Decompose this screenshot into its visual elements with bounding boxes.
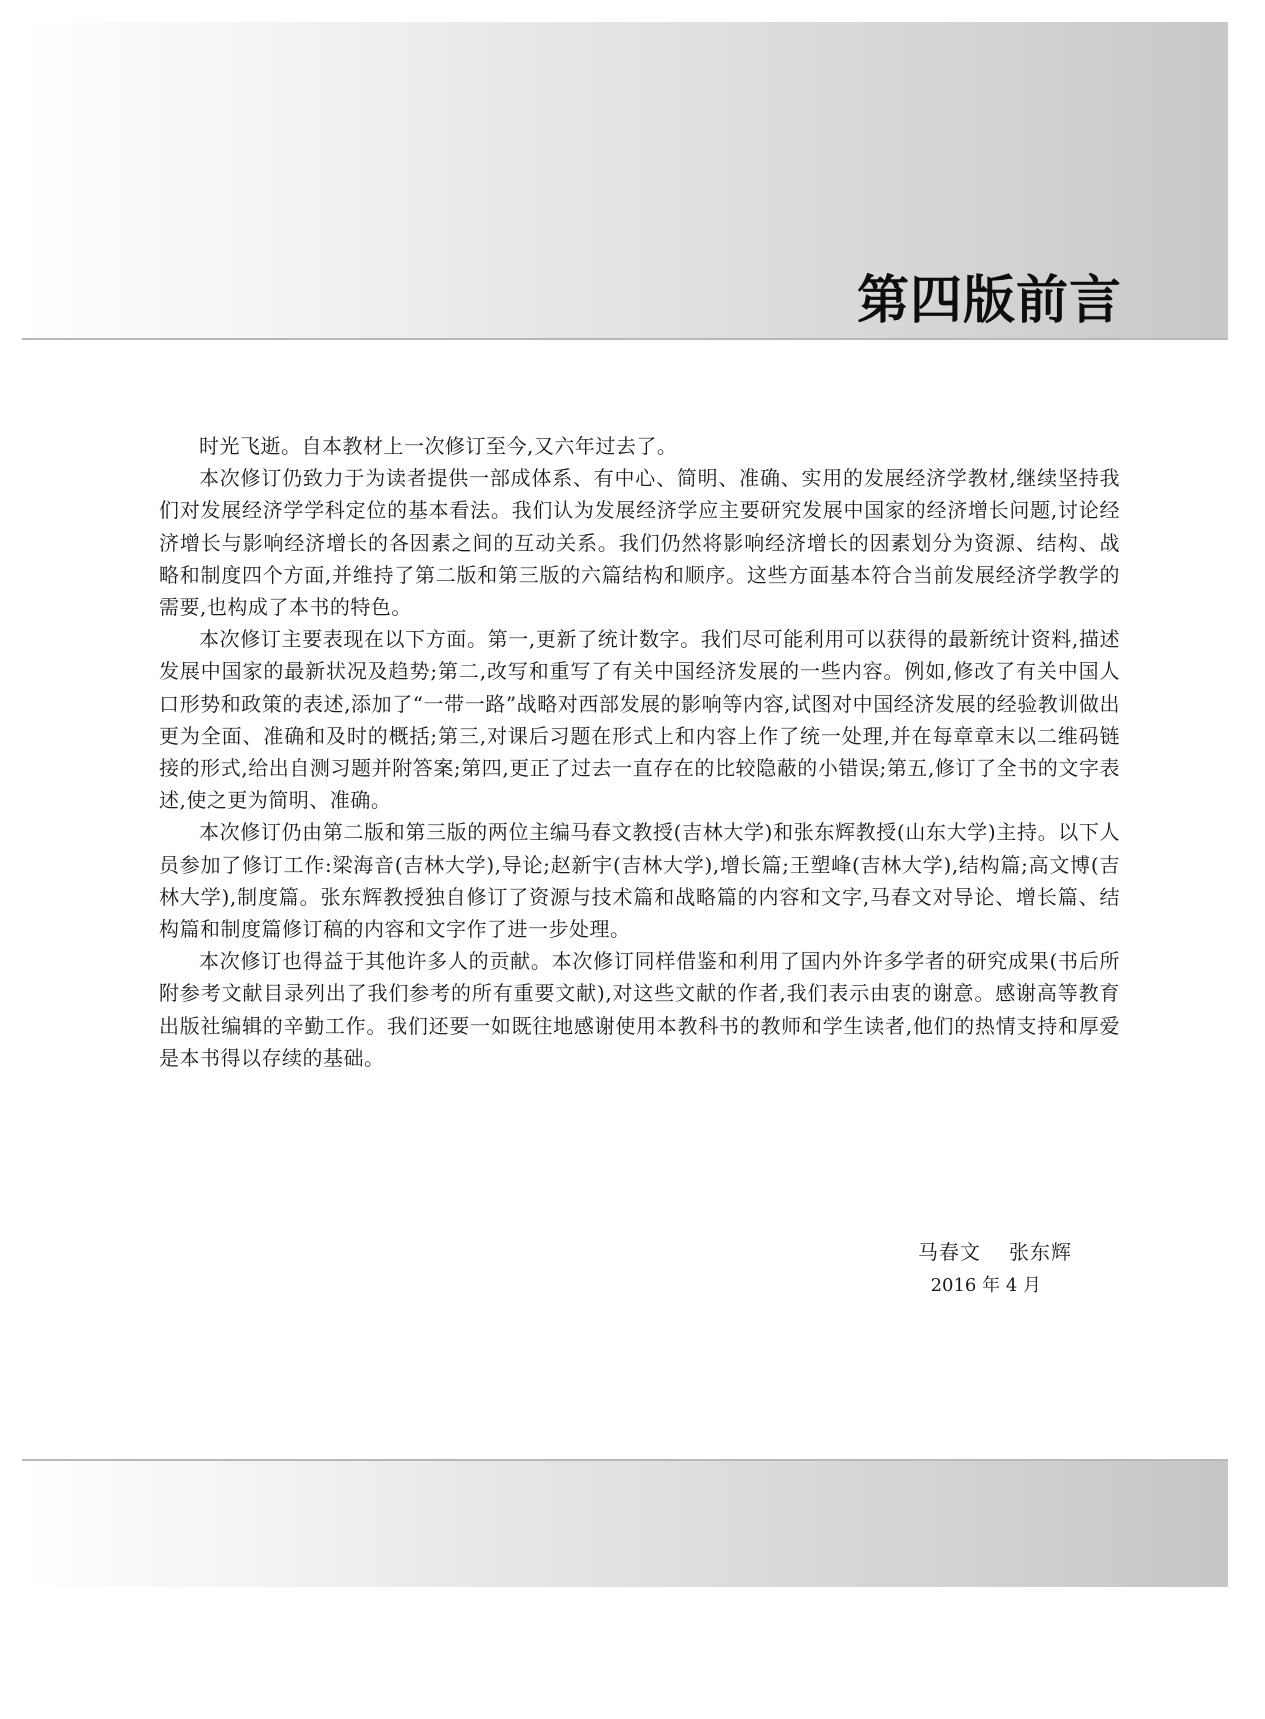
paragraph-1: 时光飞逝。自本教材上一次修订至今,又六年过去了。 bbox=[199, 434, 678, 458]
paragraph-3: 本次修订主要表现在以下方面。第一,更新了统计数字。我们尽可能利用可以获得的最新统计资料,描述发展中国家的最新状况及趋势;第二,改写和重写了有关中国经济发展的一些内容。例如,修改了有关中国人口形势和政策的表述,添加了“一带一路”战略对西部发展的影响等内容,试图对中国经济发展的经验教训做出更为全面、准确和及时的概括;第三,对课后习题在形式上和内容上作了统一处理,并在每章章末以二维码链接的形式,给出自测习题并附答案;第四,更正了过去一直存在的比较隐蔽的小错误;第五,修订了全书的文字表述,使之更为简明、准确。 bbox=[159, 627, 1120, 813]
paragraph-5: 本次修订也得益于其他许多人的贡献。本次修订同样借鉴和利用了国内外许多学者的研究成果(书后所附参考文献目录列出了我们参考的所有重要文献),对这些文献的作者,我们表示由衷的谢意。感谢高等教育出版社编辑的辛勤工作。我们还要一如既往地感谢使用本教科书的教师和学生读者,他们的热情支持和厚爱是本书得以存续的基础。 bbox=[159, 949, 1120, 1070]
author-name: 马春文 bbox=[918, 1240, 981, 1264]
page-title: 第四版前言 bbox=[856, 271, 1122, 331]
signature-authors bbox=[918, 1236, 1072, 1268]
signature-date: 2016 年 4 月 bbox=[930, 1275, 1041, 1296]
preface-body bbox=[159, 430, 1120, 1074]
paragraph-4: 本次修订仍由第二版和第三版的两位主编马春文教授(吉林大学)和张东辉教授(山东大学)主持。以下人员参加了修订工作:梁海音(吉林大学),导论;赵新宇(吉林大学),增长篇;王塑峰(吉林大学),结构篇;高文博(吉林大学),制度篇。张东辉教授独自修订了资源与技术篇和战略篇的内容和文字,马春文对导论、增长篇、结构篇和制度篇修订稿的内容和文字作了进一步处理。 bbox=[159, 820, 1120, 942]
paragraph-2: 本次修订仍致力于为读者提供一部成体系、有中心、简明、准确、实用的发展经济学教材,继续坚持我们对发展经济学学科定位的基本看法。我们认为发展经济学应主要研究发展中国家的经济增长问题,讨论经济增长与影响经济增长的各因素之间的互动关系。我们仍然将影响经济增长的因素划分为资源、结构、战略和制度四个方面,并维持了第二版和第三版的六篇结构和顺序。这些方面基本符合当前发展经济学教学的需要,也构成了本书的特色。 bbox=[159, 466, 1120, 620]
author-name: 张东辉 bbox=[1009, 1240, 1072, 1264]
footer-band bbox=[22, 1459, 1228, 1587]
